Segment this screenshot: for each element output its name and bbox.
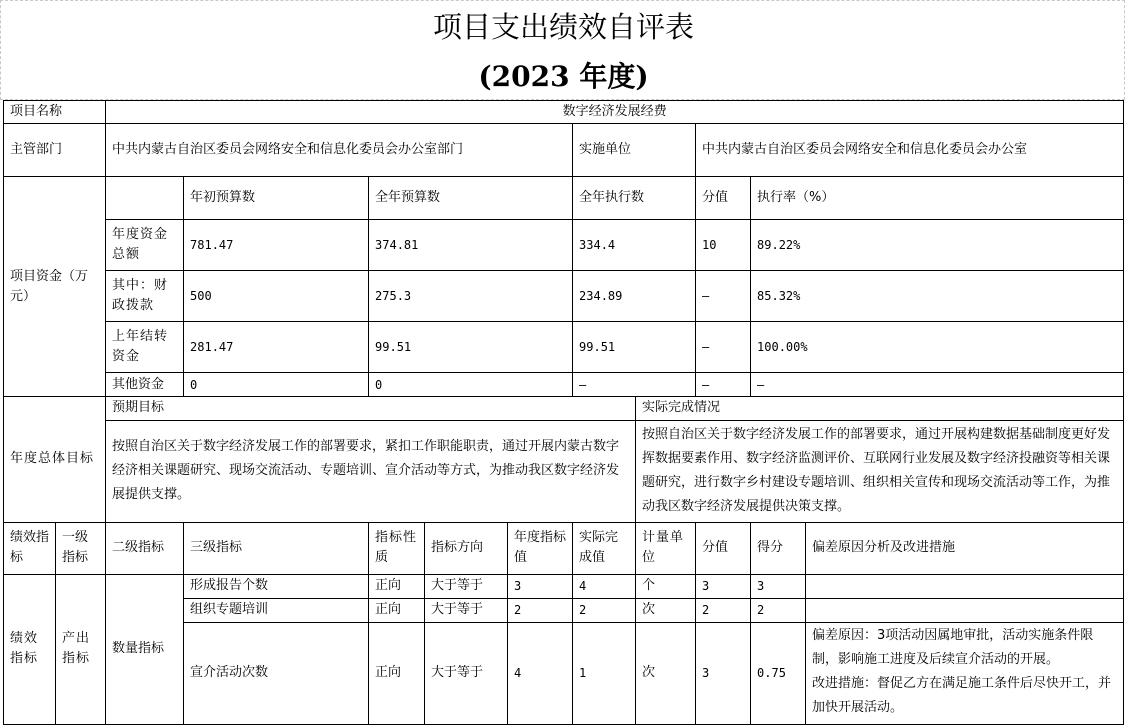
funds-cell: – xyxy=(751,373,1124,397)
indicator-header: 二级指标 xyxy=(106,522,184,574)
funds-cell: 99.51 xyxy=(369,322,573,373)
indicator-score: 0.75 xyxy=(751,622,806,724)
indicator-name: 形成报告个数 xyxy=(184,574,369,598)
actual-goal-text: 按照自治区关于数字经济发展工作的部署要求，通过开展构建数据基础制度更好发挥数据要素作用、数字经济监测评价、互联网行业发展及数字经济投融资等相关课题研究，进行数字乡村建设专题培训、组织相关宣传和现场交流活动等工作，为推动我区数字经济发展提供决策支撑。 xyxy=(636,420,1124,522)
indicator-header: 偏差原因分析及改进措施 xyxy=(806,522,1124,574)
indicator-deviation xyxy=(806,598,1124,622)
indicator-actual: 1 xyxy=(573,622,636,724)
funds-row xyxy=(4,271,1124,322)
deviation-reason: 偏差原因：3项活动因属地审批，活动实施条件限制，影响施工进度及后续宣介活动的开展。 xyxy=(812,627,1094,667)
indicator-header: 年度指标值 xyxy=(508,522,573,574)
indicator-header: 指标性质 xyxy=(369,522,425,574)
row-goals-header xyxy=(4,397,1124,420)
impl-label: 实施单位 xyxy=(573,124,696,177)
indicator-score-value: 3 xyxy=(696,574,751,598)
indicator-level2: 数量指标 xyxy=(106,574,184,724)
indicator-actual: 2 xyxy=(573,598,636,622)
indicator-header: 一级指标 xyxy=(56,522,106,574)
funds-cell: – xyxy=(696,322,751,373)
funds-row-label: 其中：财政拨款 xyxy=(106,271,184,322)
funds-header: 分值 xyxy=(696,177,751,220)
funds-cell: – xyxy=(696,271,751,322)
funds-cell: 334.4 xyxy=(573,220,696,271)
dept-label: 主管部门 xyxy=(4,124,106,177)
project-name-label: 项目名称 xyxy=(4,101,106,124)
indicator-target: 2 xyxy=(508,598,573,622)
evaluation-table xyxy=(3,100,1124,725)
funds-cell: 10 xyxy=(696,220,751,271)
indicator-col1: 绩效指标 xyxy=(4,574,56,724)
indicator-score-value: 2 xyxy=(696,598,751,622)
indicator-target: 4 xyxy=(508,622,573,724)
funds-row-label: 年度资金总额 xyxy=(106,220,184,271)
project-name-value: 数字经济发展经费 xyxy=(106,101,1124,124)
funds-row-label: 上年结转资金 xyxy=(106,322,184,373)
funds-cell: 281.47 xyxy=(184,322,369,373)
funds-cell: 374.81 xyxy=(369,220,573,271)
indicator-score: 3 xyxy=(751,574,806,598)
indicator-nature: 正向 xyxy=(369,574,425,598)
indicator-deviation xyxy=(806,574,1124,598)
indicator-header: 分值 xyxy=(696,522,751,574)
funds-cell: 781.47 xyxy=(184,220,369,271)
funds-cell: 85.32% xyxy=(751,271,1124,322)
indicator-nature: 正向 xyxy=(369,598,425,622)
indicator-target: 3 xyxy=(508,574,573,598)
funds-header: 年初预算数 xyxy=(184,177,369,220)
row-project-name xyxy=(4,101,1124,124)
indicator-header: 实际完成值 xyxy=(573,522,636,574)
funds-cell: 500 xyxy=(184,271,369,322)
indicator-level1: 产出指标 xyxy=(56,574,106,724)
funds-row xyxy=(4,373,1124,397)
funds-header: 全年预算数 xyxy=(369,177,573,220)
year-subtitle: (2023 年度) xyxy=(478,60,649,93)
row-indicators-header xyxy=(4,522,1124,574)
indicator-direction: 大于等于 xyxy=(425,622,508,724)
improvement-measure: 改进措施：督促乙方在满足施工条件后尽快开工，并加快开展活动。 xyxy=(812,675,1112,715)
funds-row xyxy=(4,220,1124,271)
impl-value: 中共内蒙古自治区委员会网络安全和信息化委员会办公室 xyxy=(696,124,1124,177)
funds-cell: 275.3 xyxy=(369,271,573,322)
row-department xyxy=(4,124,1124,177)
funds-cell: – xyxy=(573,373,696,397)
expected-goal-label: 预期目标 xyxy=(106,397,636,420)
funds-cell: 0 xyxy=(184,373,369,397)
indicator-actual: 4 xyxy=(573,574,636,598)
funds-cell: 0 xyxy=(369,373,573,397)
funds-header: 全年执行数 xyxy=(573,177,696,220)
indicator-header: 指标方向 xyxy=(425,522,508,574)
indicator-header: 计量单位 xyxy=(636,522,696,574)
indicator-row xyxy=(4,574,1124,598)
funds-cell: 99.51 xyxy=(573,322,696,373)
indicator-direction: 大于等于 xyxy=(425,598,508,622)
indicator-unit: 次 xyxy=(636,598,696,622)
funds-label: 项目资金（万元） xyxy=(4,177,106,397)
row-goals-content xyxy=(4,420,1124,522)
indicator-score: 2 xyxy=(751,598,806,622)
indicator-score-value: 3 xyxy=(696,622,751,724)
funds-row xyxy=(4,322,1124,373)
dept-value: 中共内蒙古自治区委员会网络安全和信息化委员会办公室部门 xyxy=(106,124,573,177)
page-title: 项目支出绩效自评表 xyxy=(432,10,694,44)
funds-header-blank xyxy=(106,177,184,220)
indicator-deviation-cell xyxy=(806,622,1124,724)
indicator-name: 组织专题培训 xyxy=(184,598,369,622)
indicator-direction: 大于等于 xyxy=(425,574,508,598)
funds-cell: 234.89 xyxy=(573,271,696,322)
indicator-header: 得分 xyxy=(751,522,806,574)
indicator-nature: 正向 xyxy=(369,622,425,724)
indicator-header: 绩效指标 xyxy=(4,522,56,574)
indicator-unit: 次 xyxy=(636,622,696,724)
funds-header: 执行率（%） xyxy=(751,177,1124,220)
row-funds-header xyxy=(4,177,1124,220)
funds-row-label: 其他资金 xyxy=(106,373,184,397)
actual-goal-label: 实际完成情况 xyxy=(636,397,1124,420)
funds-cell: 89.22% xyxy=(751,220,1124,271)
funds-cell: 100.00% xyxy=(751,322,1124,373)
funds-cell: – xyxy=(696,373,751,397)
indicator-unit: 个 xyxy=(636,574,696,598)
indicator-name: 宣介活动次数 xyxy=(184,622,369,724)
expected-goal-text: 按照自治区关于数字经济发展工作的部署要求，紧扣工作职能职责，通过开展内蒙古数字经济相关课题研究、现场交流活动、专题培训、宣介活动等方式，为推动我区数字经济发展提供支撑。 xyxy=(106,420,636,522)
indicator-header: 三级指标 xyxy=(184,522,369,574)
title-area xyxy=(0,0,1125,100)
goals-label: 年度总体目标 xyxy=(4,397,106,522)
